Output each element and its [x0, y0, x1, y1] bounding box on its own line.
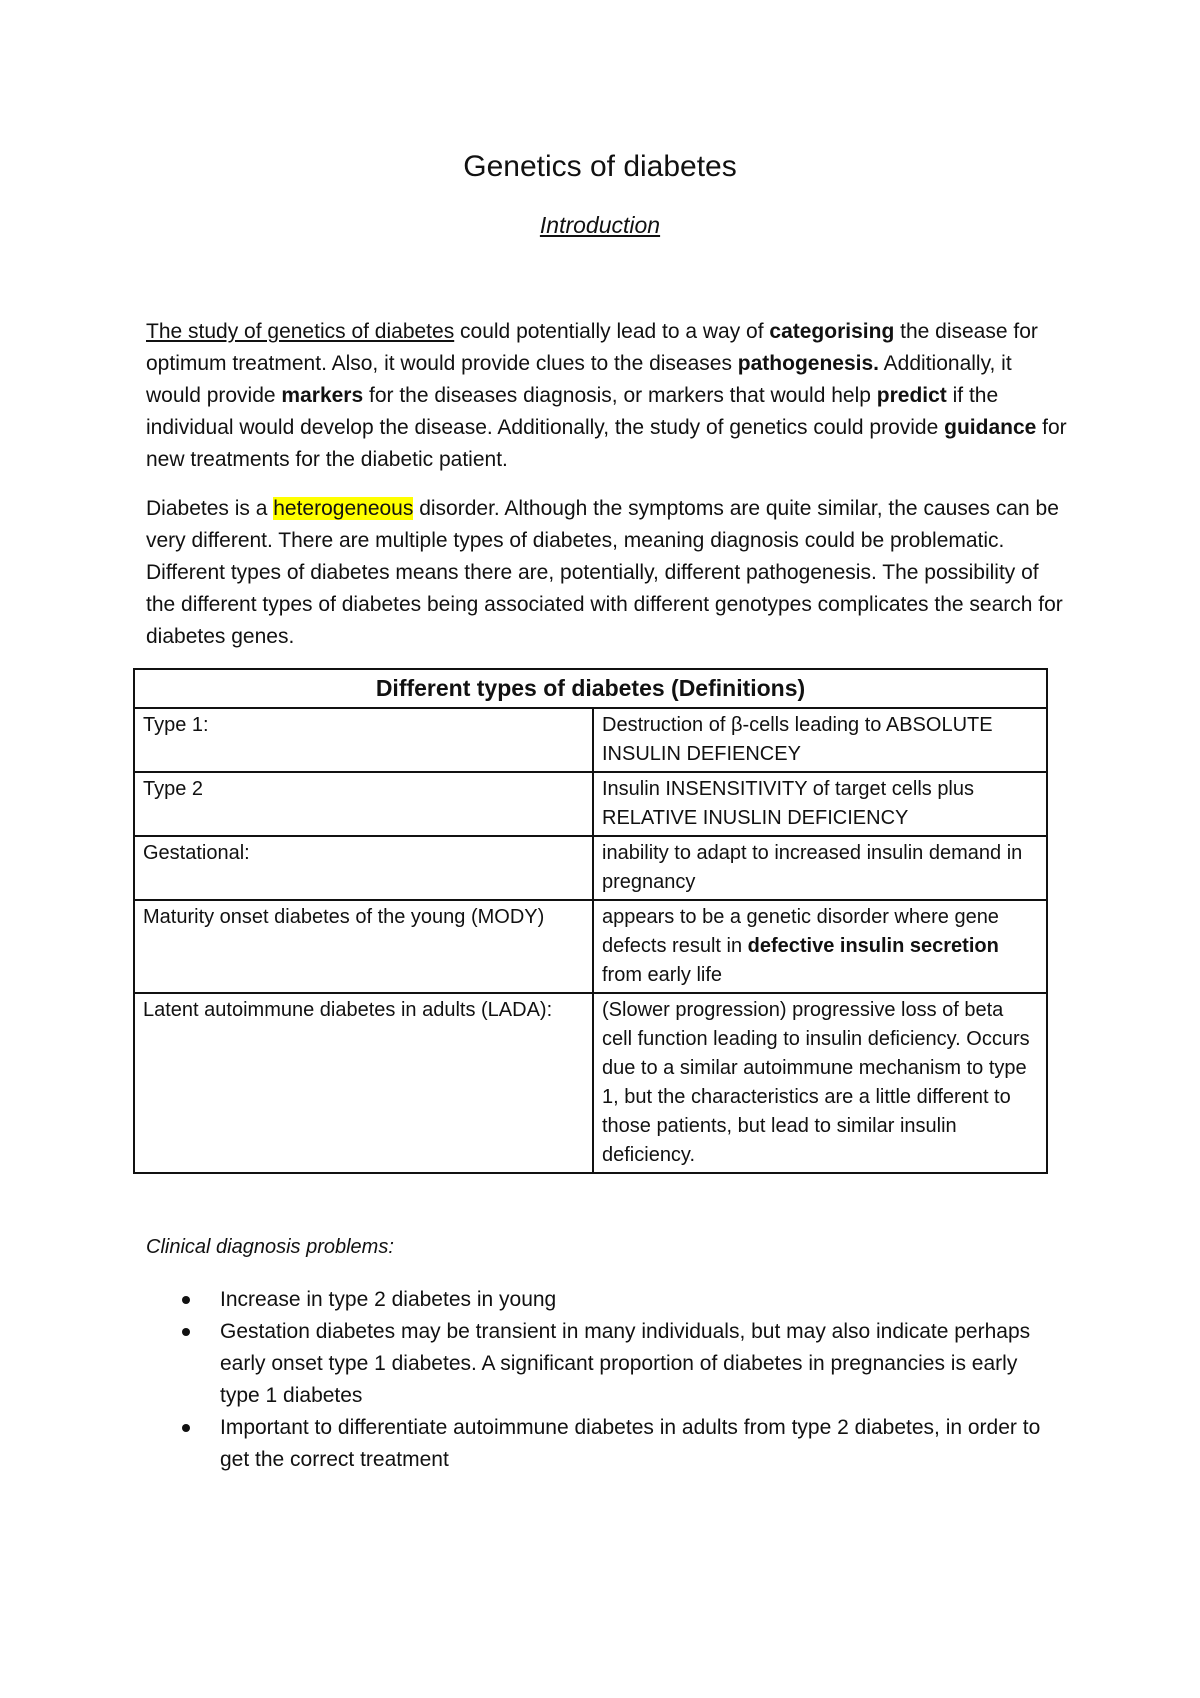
intro-bold-text: markers	[281, 384, 364, 407]
intro-bold-text: guidance	[944, 416, 1037, 439]
table-row	[134, 993, 1047, 1173]
definition-cell: Insulin INSENSITIVITY of target cells plus RELATIVE INUSLIN DEFICIENCY	[593, 772, 1047, 836]
diabetes-types-table	[133, 668, 1048, 1174]
intro-text: for new treatments for the diabetic patient.	[146, 416, 1067, 471]
list-item-text: Important to differentiate autoimmune diabetes in adults from type 2 diabetes, in order to get the correct treatment	[220, 1416, 1041, 1471]
list-item	[146, 1412, 1051, 1476]
intro-text: could potentially lead to a way of	[454, 320, 770, 343]
bullet-icon	[182, 1328, 190, 1336]
intro-paragraph	[146, 316, 1071, 476]
bullet-icon	[182, 1424, 190, 1432]
list-item-text: Increase in type 2 diabetes in young	[220, 1288, 557, 1311]
definition-cell: (Slower progression) progressive loss of beta cell function leading to insulin deficiency. Occurs due to a similar autoimmune mechanism to type 1, but the characteristics are a little different to those patients, but lead to similar insulin deficiency.	[593, 993, 1047, 1173]
intro-text: if the individual would develop the disease. Additionally, the study of genetics could provide	[146, 384, 999, 439]
type-cell: Gestational:	[134, 836, 593, 900]
definition-bold-text: defective insulin secretion	[747, 935, 999, 957]
list-item	[146, 1284, 1051, 1316]
definition-text: from early life	[602, 964, 723, 986]
clinical-problems-list	[146, 1284, 1051, 1476]
type-cell: Maturity onset diabetes of the young (MODY)	[134, 900, 593, 993]
intro-text: Additionally, it would provide	[146, 352, 1012, 407]
definition-cell	[593, 900, 1047, 993]
document-title: Genetics of diabetes	[463, 150, 737, 183]
section-subtitle: Introduction	[539, 212, 661, 238]
definition-cell: inability to adapt to increased insulin demand in pregnancy	[593, 836, 1047, 900]
highlighted-term: heterogeneous	[273, 497, 414, 520]
table-header: Different types of diabetes (Definitions)	[134, 669, 1047, 708]
paragraph-text: Diabetes is a	[146, 497, 274, 520]
table-row	[134, 772, 1047, 836]
paragraph-text: disorder. Although the symptoms are quite similar, the causes can be very different. There are multiple types of diabetes, meaning diagnosis could be problematic. Different types of diabetes means there are, potentially, different pathogenesis. The possibility of the different types of diabetes being associated with different genotypes complicates the search for diabetes genes.	[146, 497, 1063, 648]
intro-bold-text: pathogenesis.	[737, 352, 879, 375]
definition-text: appears to be a genetic disorder where gene defects result in	[602, 906, 999, 957]
type-cell: Latent autoimmune diabetes in adults (LADA):	[134, 993, 593, 1173]
table-header-row	[134, 669, 1047, 708]
clinical-problems-label: Clinical diagnosis problems:	[146, 1236, 394, 1258]
table-row	[134, 708, 1047, 772]
type-cell: Type 1:	[134, 708, 593, 772]
type-cell: Type 2	[134, 772, 593, 836]
intro-text: the disease for optimum treatment. Also, it would provide clues to the diseases	[146, 320, 1038, 375]
heterogeneity-paragraph	[146, 493, 1071, 653]
table-row	[134, 900, 1047, 993]
table-row	[134, 836, 1047, 900]
definition-cell: Destruction of β-cells leading to ABSOLUTE INSULIN DEFIENCEY	[593, 708, 1047, 772]
intro-text: for the diseases diagnosis, or markers that would help	[363, 384, 877, 407]
intro-bold-text: predict	[876, 384, 947, 407]
intro-bold-text: categorising	[769, 320, 895, 343]
intro-underlined-text: The study of genetics of diabetes	[146, 320, 455, 343]
bullet-icon	[182, 1296, 190, 1304]
list-item-text: Gestation diabetes may be transient in many individuals, but may also indicate perhaps early onset type 1 diabetes. A significant proportion of diabetes in pregnancies is early type 1 diabetes	[220, 1320, 1031, 1407]
list-item	[146, 1316, 1051, 1412]
